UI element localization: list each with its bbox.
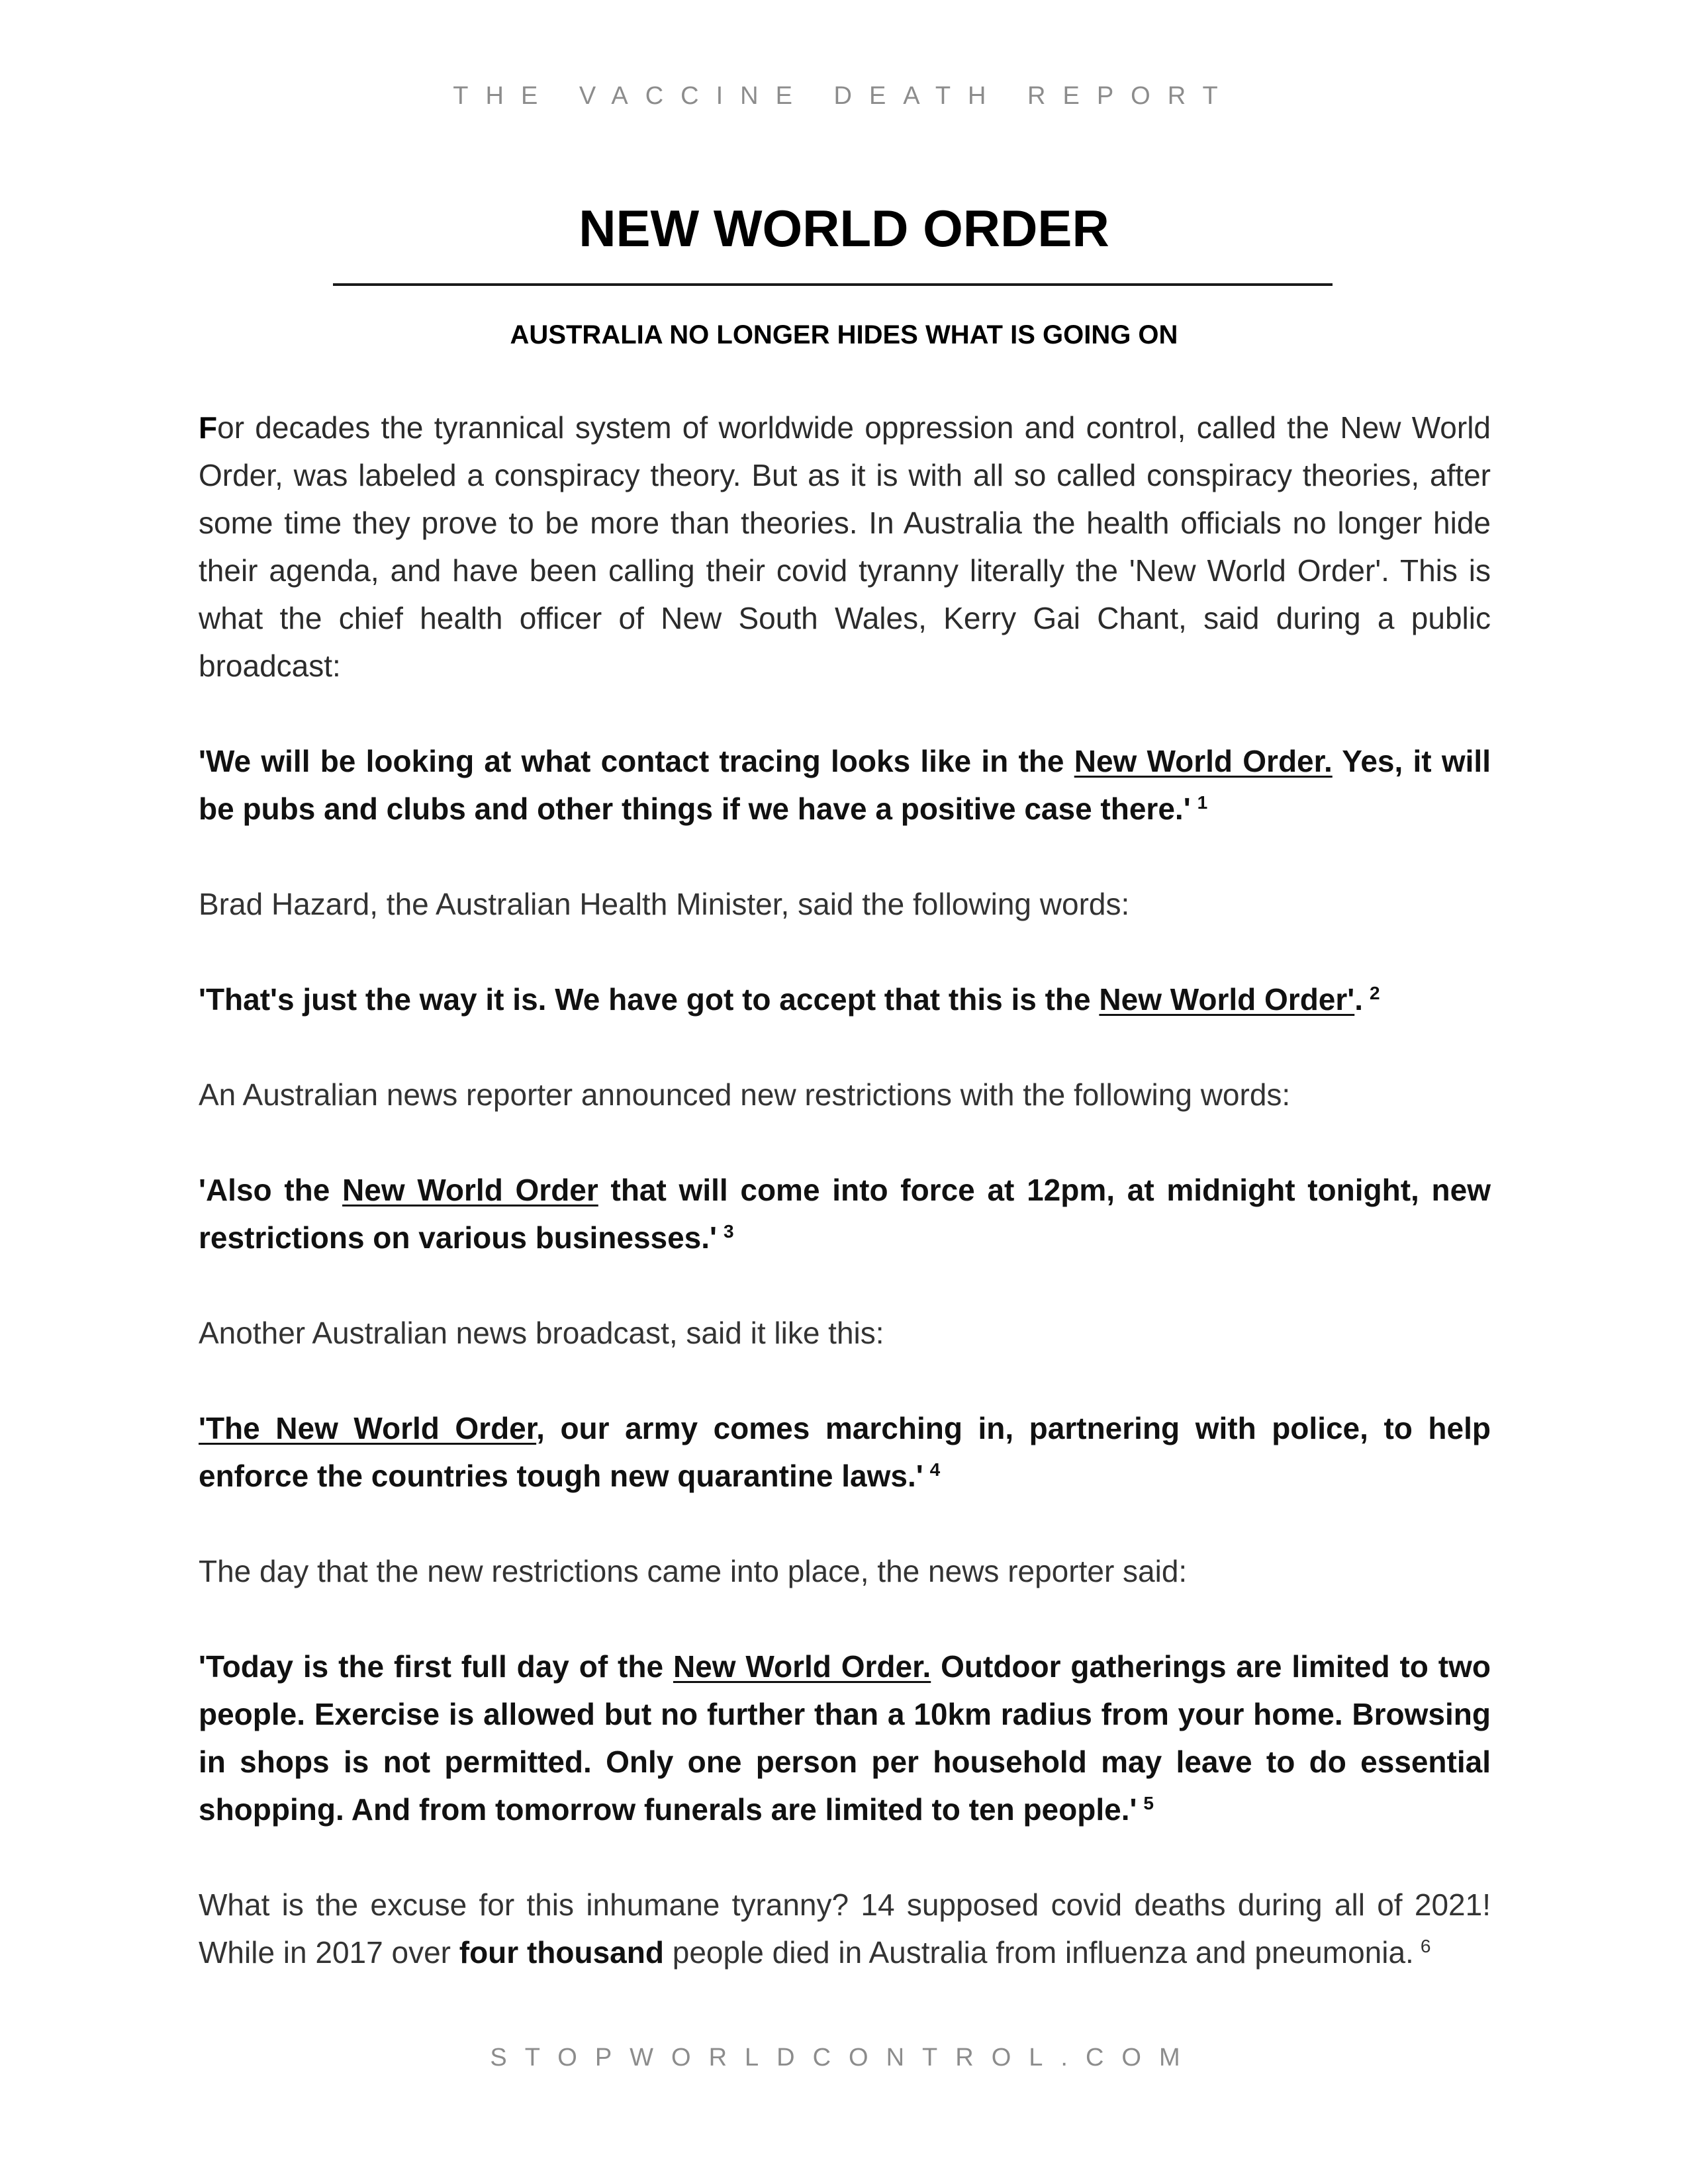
quote-text-pre: 'We will be looking at what contact tracing looks like in the <box>199 744 1074 778</box>
quote-text-post: Outdoor gatherings are limited to two people. Exercise is allowed but no further than a 10km radius from your home. Browsing in shops is not permitted. Only one person per household may leave to do essential shopping. And from tomorrow funerals are limited to ten people.' <box>199 1649 1491 1827</box>
quote-underlined: New World Order. <box>673 1649 931 1684</box>
footnote-ref-1: 1 <box>1197 792 1208 813</box>
paragraph-hazard-intro: Brad Hazard, the Australian Health Minister, said the following words: <box>199 887 1130 921</box>
running-footer: STOPWORLDCONTROL.COM <box>490 2044 1198 2071</box>
closing-text-post: people died in Australia from influenza and pneumonia. <box>663 1935 1414 1970</box>
title-divider <box>333 283 1333 286</box>
closing-text-pre: What is the excuse for this inhumane tyranny? 14 supposed covid deaths during all of 2021! While in 2017 over <box>199 1888 1491 1970</box>
paragraph-first-day-intro: The day that the new restrictions came into place, the news reporter said: <box>199 1554 1188 1588</box>
subtitle: AUSTRALIA NO LONGER HIDES WHAT IS GOING ON <box>510 320 1178 349</box>
quote-text-post: . <box>1354 982 1363 1017</box>
closing-paragraph <box>199 1881 1491 1976</box>
quote-underlined: New World Order. <box>1074 744 1333 778</box>
quote-underlined: 'The New World Order <box>199 1411 537 1445</box>
intro-text: or decades the tyrannical system of worldwide oppression and control, called the New World Order, was labeled a conspiracy theory. But as it is with all so called conspiracy theories, after some time they prove to be more than theories. In Australia the health officials no longer hide their agenda, and have been calling their covid tyranny literally the 'New World Order'. This is what the chief health officer of New South Wales, Kerry Gai Chant, said during a public broadcast: <box>199 410 1491 683</box>
quote-underlined: New World Order' <box>1099 982 1355 1017</box>
paragraph-reporter-intro: An Australian news reporter announced new restrictions with the following words: <box>199 1077 1291 1112</box>
quote-text-post: that will come into force at 12pm, at midnight tonight, new restrictions on various businesses.' <box>199 1173 1491 1255</box>
quote-reporter-restrictions <box>199 1166 1491 1261</box>
footnote-ref-6: 6 <box>1420 1935 1431 1956</box>
quote-text-post: Yes, it will be pubs and clubs and other things if we have a positive case there.' <box>199 744 1491 826</box>
quote-first-day <box>199 1643 1491 1833</box>
article-body <box>199 404 1491 1976</box>
page-title: NEW WORLD ORDER <box>579 199 1109 257</box>
drop-cap: F <box>199 410 218 445</box>
footnote-ref-5: 5 <box>1143 1792 1154 1813</box>
quote-text-pre: 'Today is the first full day of the <box>199 1649 673 1684</box>
closing-bold: four thousand <box>459 1935 664 1970</box>
quote-text-pre: 'Also the <box>199 1173 343 1207</box>
quote-text-pre: 'That's just the way it is. We have got to accept that this is the <box>199 982 1100 1017</box>
quote-army <box>199 1404 1491 1500</box>
footnote-ref-3: 3 <box>724 1220 734 1242</box>
paragraph-broadcast-intro: Another Australian news broadcast, said it like this: <box>199 1316 884 1350</box>
footnote-ref-4: 4 <box>929 1459 941 1480</box>
footnote-ref-2: 2 <box>1370 982 1380 1003</box>
quote-hazard <box>199 976 1491 1023</box>
running-header: THE VACCINE DEATH REPORT <box>453 82 1235 110</box>
quote-chant <box>199 737 1491 833</box>
quote-text-post: , our army comes marching in, partnering with police, to help enforce the countries tough new quarantine laws.' <box>199 1411 1491 1493</box>
intro-paragraph <box>199 404 1491 690</box>
quote-underlined: New World Order <box>342 1173 598 1207</box>
